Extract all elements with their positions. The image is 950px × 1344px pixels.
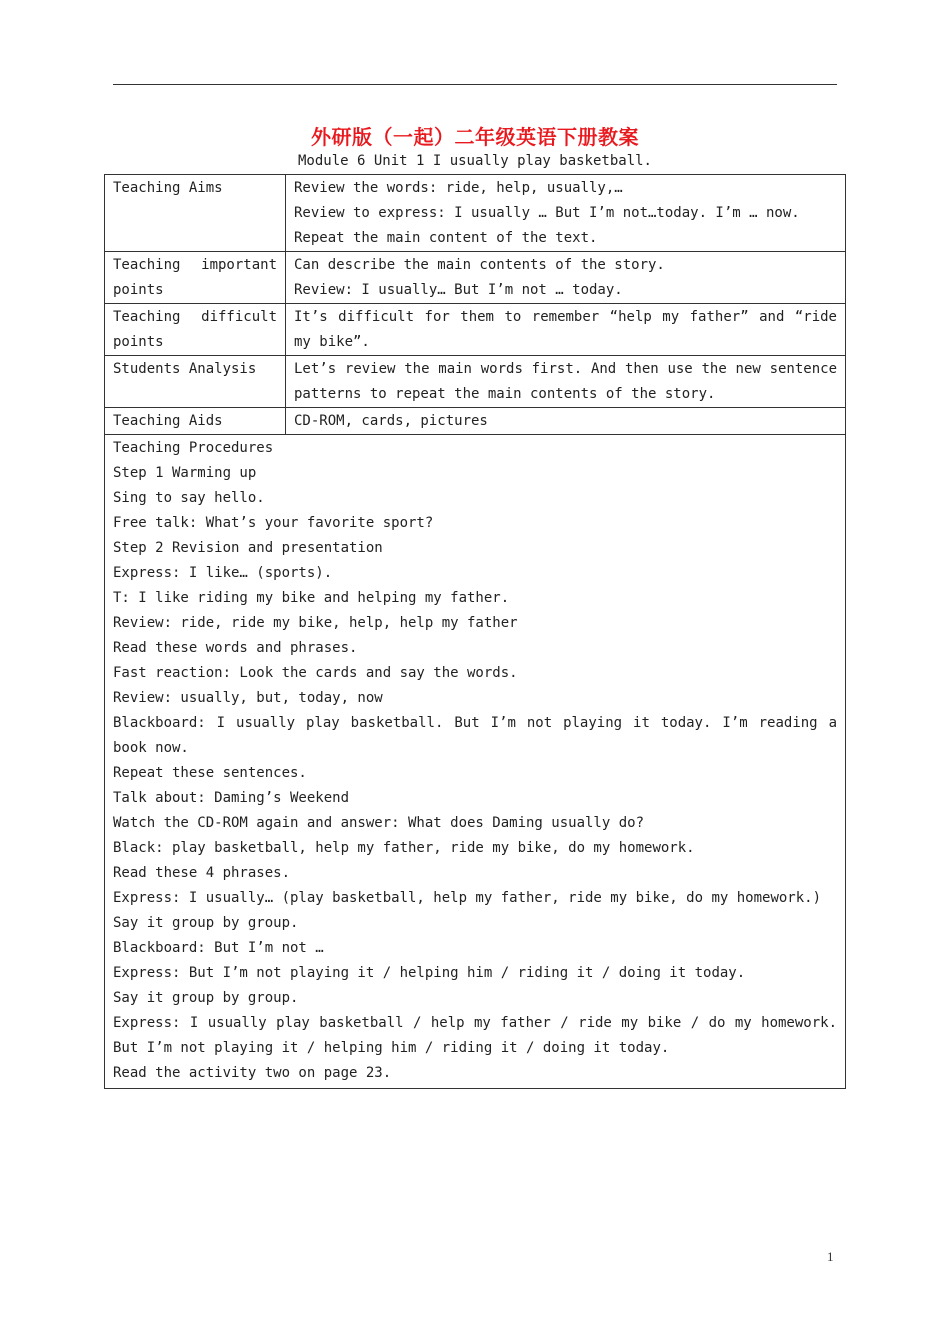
row-label: Teaching Aims xyxy=(105,175,286,252)
procedure-line: Talk about: Daming’s Weekend xyxy=(113,790,350,806)
row-value xyxy=(286,356,846,408)
row-label: Teaching Aids xyxy=(105,408,286,435)
row-line: Review: I usually… But I’m not … today. xyxy=(294,282,623,298)
procedure-line: Repeat these sentences. xyxy=(113,765,307,781)
row-label: Teaching important points xyxy=(105,252,286,304)
table-row-difficult-points xyxy=(105,304,846,356)
row-line: Let’s review the main words first. And then use the new sentence patterns to repeat the main contents of the story. xyxy=(294,361,837,402)
procedure-line: Say it group by group. xyxy=(113,990,299,1006)
page-number: 1 xyxy=(827,1249,834,1264)
procedure-line: Express: I usually… (play basketball, help my father, ride my bike, do my homework.) xyxy=(113,890,822,906)
procedure-line: Read the activity two on page 23. xyxy=(113,1065,392,1081)
procedure-line: Fast reaction: Look the cards and say the words. xyxy=(113,665,518,681)
procedure-line: Teaching Procedures xyxy=(113,440,274,456)
row-line: Review the words: ride, help, usually,… xyxy=(294,180,623,196)
row-line: Repeat the main content of the text. xyxy=(294,230,598,246)
procedure-line: Blackboard: I usually play basketball. But I’m not playing it today. I’m reading a book now. xyxy=(113,715,837,756)
procedure-line: Review: ride, ride my bike, help, help my father xyxy=(113,615,518,631)
procedure-line: Blackboard: But I’m not … xyxy=(113,940,324,956)
procedure-line: Step 2 Revision and presentation xyxy=(113,540,383,556)
procedure-line: Read these 4 phrases. xyxy=(113,865,291,881)
row-line: CD-ROM, cards, pictures xyxy=(294,413,488,429)
row-line: Can describe the main contents of the story. xyxy=(294,257,665,273)
procedure-line: Express: But I’m not playing it / helping him / riding it / doing it today. xyxy=(113,965,746,981)
header-rule xyxy=(113,84,837,85)
table-row-teaching-aids xyxy=(105,408,846,435)
procedures-cell xyxy=(105,435,846,1089)
row-value xyxy=(286,304,846,356)
row-value xyxy=(286,252,846,304)
row-line: It’s difficult for them to remember “help my father” and “ride my bike”. xyxy=(294,309,837,350)
row-label: Teaching difficult points xyxy=(105,304,286,356)
document-subtitle: Module 6 Unit 1 I usually play basketball. xyxy=(297,153,652,169)
table-row-teaching-aims xyxy=(105,175,846,252)
procedure-line: T: I like riding my bike and helping my father. xyxy=(113,590,510,606)
procedure-line: Free talk: What’s your favorite sport? xyxy=(113,515,434,531)
table-row-important-points xyxy=(105,252,846,304)
lesson-plan-table xyxy=(104,174,846,1089)
row-label: Students Analysis xyxy=(105,356,286,408)
row-value xyxy=(286,175,846,252)
document-title: 外研版（一起）二年级英语下册教案 xyxy=(311,125,639,149)
procedure-line: Express: I like… (sports). xyxy=(113,565,333,581)
procedure-line: Say it group by group. xyxy=(113,915,299,931)
procedure-line: Review: usually, but, today, now xyxy=(113,690,383,706)
table-row-procedures xyxy=(105,435,846,1089)
procedure-line: Step 1 Warming up xyxy=(113,465,257,481)
procedure-line: Express: I usually play basketball / help my father / ride my bike / do my homework. But I’m not playing it / helping him / riding it / doing it today. xyxy=(113,1015,837,1056)
procedure-line: Black: play basketball, help my father, ride my bike, do my homework. xyxy=(113,840,695,856)
procedure-line: Sing to say hello. xyxy=(113,490,265,506)
procedure-line: Read these words and phrases. xyxy=(113,640,358,656)
table-row-students-analysis xyxy=(105,356,846,408)
procedure-line: Watch the CD-ROM again and answer: What does Daming usually do? xyxy=(113,815,645,831)
row-value xyxy=(286,408,846,435)
row-line: Review to express: I usually … But I’m not…today. I’m … now. xyxy=(294,205,800,221)
